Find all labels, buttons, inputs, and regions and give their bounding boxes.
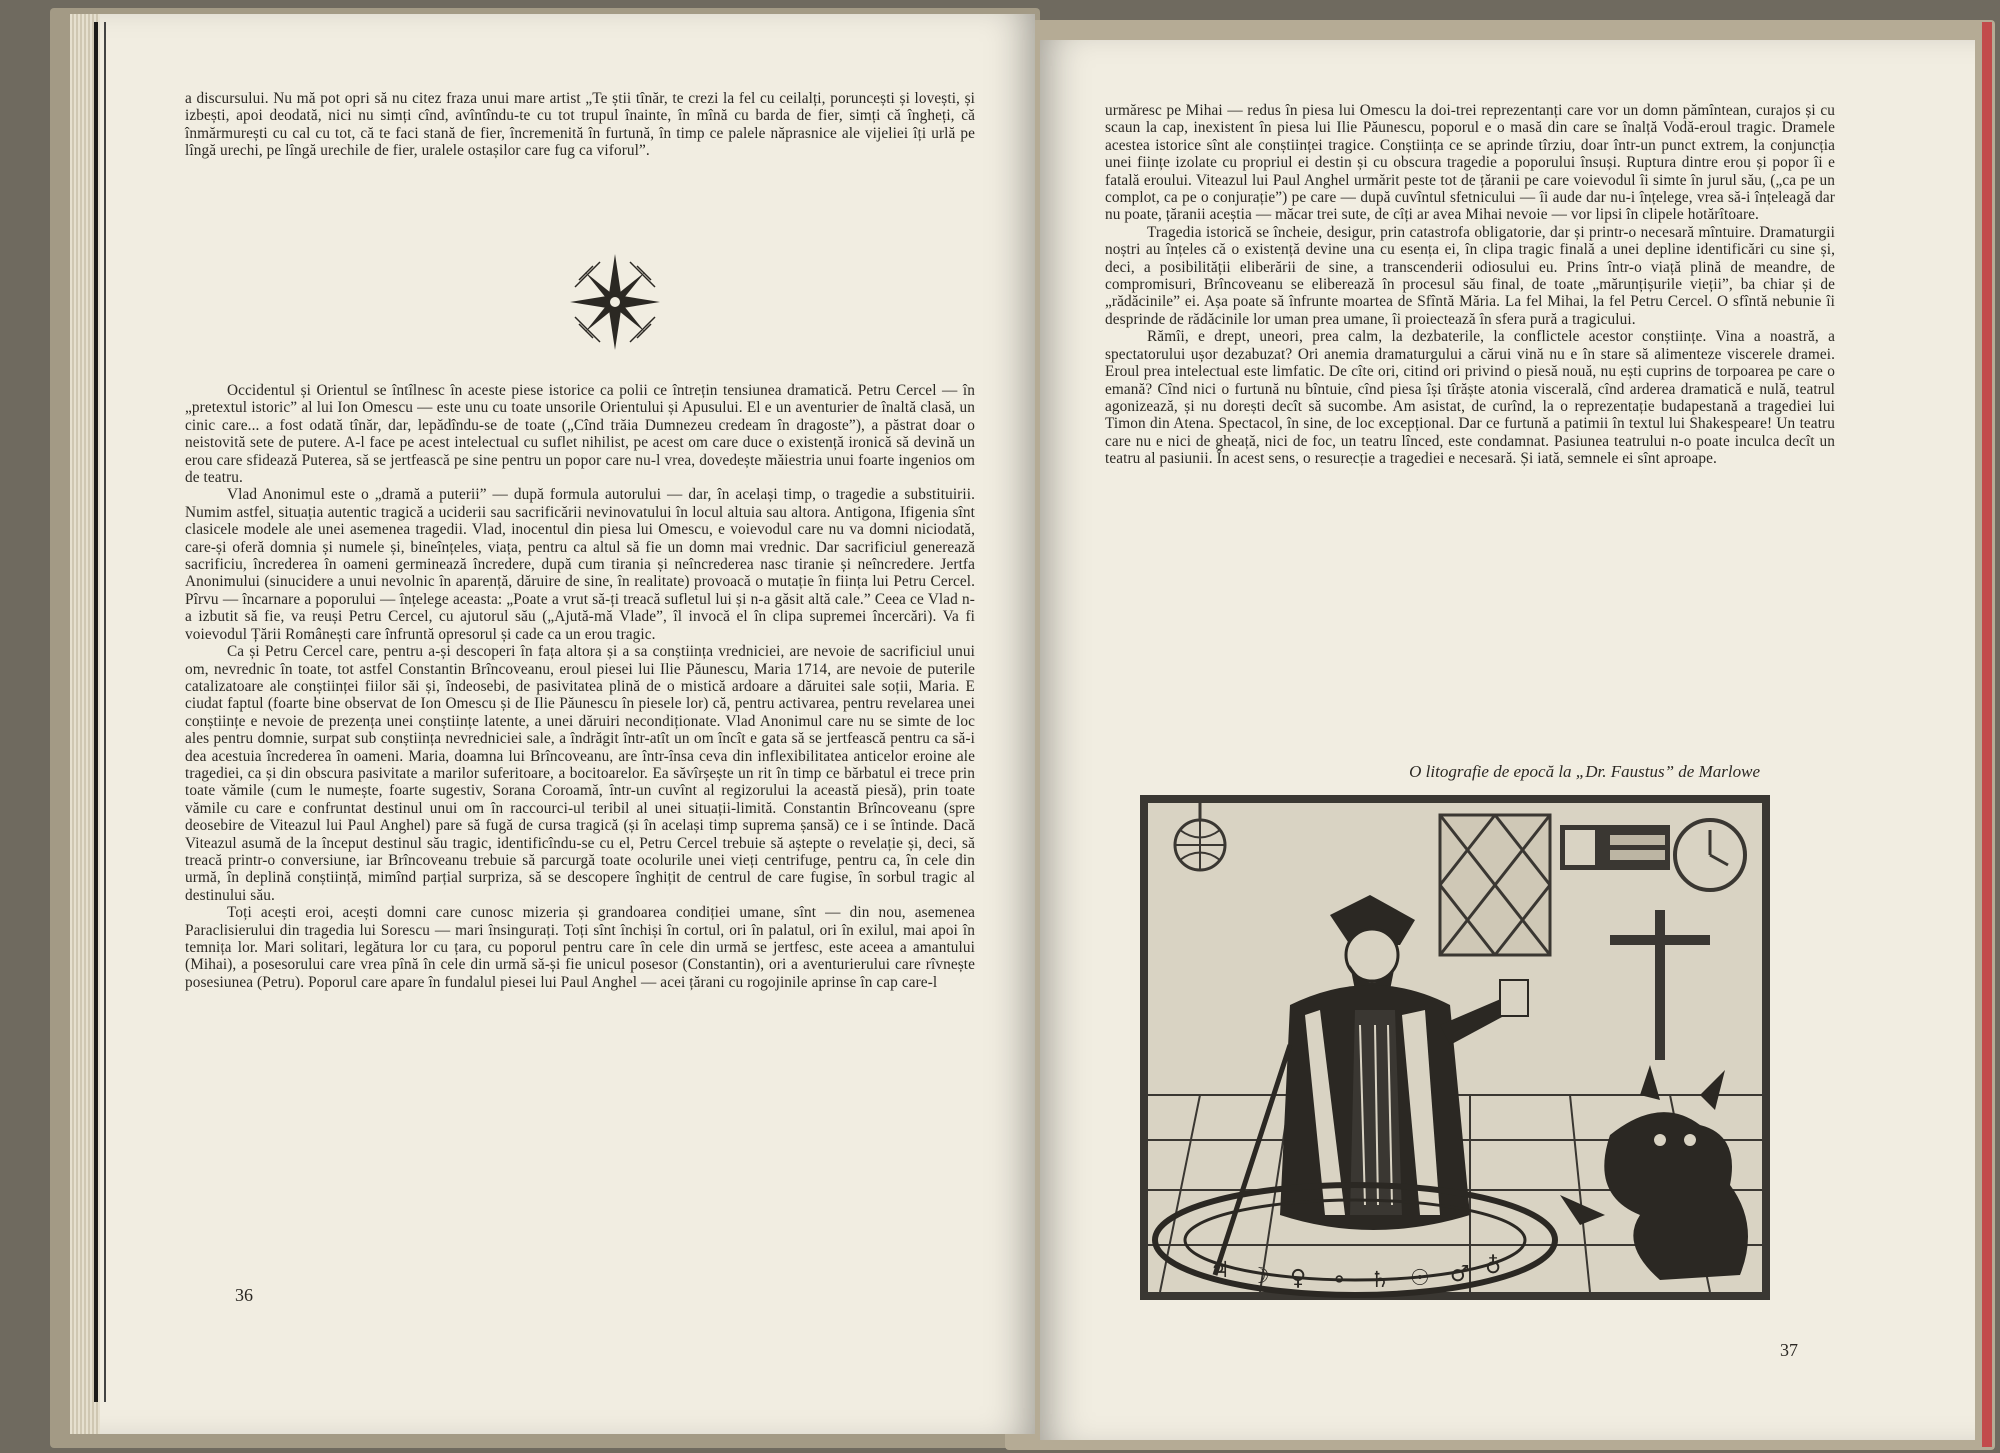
woodcut-glyph: ⚬: [1330, 1268, 1349, 1293]
woodcut-glyph: ♄: [1370, 1268, 1390, 1293]
faustus-woodcut-image: [1140, 795, 1770, 1300]
spine-line-inner: [104, 22, 106, 1402]
paragraph: Vlad Anonimul este o „dramă a puterii” — după formula autorului — dar, în același timp, o tragedie a substituirii. Numim astfel, situația autentic tragică a uciderii sau sacrificării nevinovatului în locul altuia sau altora. Antigona, Ifigenia sînt clasicele modele ale unei asemenea tragedii. Vlad, inocentul din piesa lui Omescu, e voievodul care nu va domni niciodată, care-și oferă domnia și numele și, bineînțeles, viața, pentru ca altul să fie un domn mai vrednic. Dar sacrificiul generează sacrificiu, încrederea în oameni germinează încredere, după cum tirania și neîncrederea nasc tiranie și neîncredere. Jertfa Anonimului (sinucidere a unui nevolnic în aparență, dăruire de sine, în realitate) provoacă o mutație în ființa lui Petru Cercel. Pîrvu — încarnare a poporului — înțelege aceasta: „Poate a vrut să-ți treacă sufletul lui și n-a găsit altă cale.” Ceea ce Vlad n-a izbutit să fie, va reuși Petru Cercel, cu ajutorul său („Ajută-mă Vlade”, îl invocă el în clipa supremei încercări). Va fi voievodul Țării Românești care înfruntă opresorul și cade ca un erou tragic.: [185, 486, 975, 643]
compass-rose-ornament-icon: [565, 250, 665, 355]
left-top-text: [185, 90, 975, 160]
woodcut-glyph: ♂: [1450, 1262, 1470, 1287]
paragraph: Tragedia istorică se încheie, desigur, prin catastrofa obligatorie, dar și printr-o necesară mîntuire. Dramaturgii noștri au înțeles că o existență devine una cu esența ei, în clipa tragic finală a unei depline identificări cu sine și, deci, a posibilității eliberării de sine, a transcenderii odiosului eu. Prins într-o viață plină de meandre, de compromisuri, Brîncoveanu se eliberează în procesul său final, de toate „mărunțișurile vieții”, ba chiar și de „rădăcinile” ei. Așa poate să înfrunte moartea de Sfîntă Măria. La fel Mihai, la fel Petru Cercel. O sfîntă nebunie îi desprinde de rădăcinile lor uman prea umane, îi proiectează în sfera pură a tragicului.: [1105, 223, 1835, 328]
page-number-right: 37: [1780, 1340, 1798, 1360]
woodcut-glyph: ♃: [1210, 1258, 1230, 1283]
woodcut-glyph: ☉: [1410, 1266, 1430, 1291]
right-main-text: [1105, 102, 1835, 468]
paragraph: Rămîi, e drept, uneori, prea calm, la dezbaterile, la conflictele acestor conștiințe. Vina a noastră, a spectatorului ușor dezabuzat? Ori anemia dramaturgului a cărui vină nu e în stare să alimenteze viscerele dramei. Eroul prea intelectual este limfatic. De cîte ori, citind ori privind o piesă nouă, nu ești cuprins de torpoarea pe care o emană? Cînd nici o furtună nu bîntuie, cînd piesa își tîrăște atonia viscerală, cînd arderea dramatică e nulă, teatrul agonizează, și nu dorești decît să sucombe. Am asistat, de curînd, la o reprezentație budapestană a tragediei lui Timon din Atena. Spectacol, în sine, de loc excepțional. Dar ce furtună a patimii în textul lui Shakespeare! Un teatru care nu e nici de gheață, nici de foc, un teatru lînced, este condamnat. Pasiunea teatrului n-o poate inculca decît un teatru al pasiunii. În acest sens, o resurecție a tragediei e necesară. Și iată, semnele ei sînt aproape.: [1105, 328, 1835, 468]
paragraph: a discursului. Nu mă pot opri să nu citez fraza unui mare artist „Te știi tînăr, te crezi la fel cu ceilalți, poruncești și lovești, și izbești, apoi deodată, nici nu simți cînd, avîntîndu-te cu tot trupul înainte, în mînă cu barda de fier, simți că îngheți, că înmărmurești cu cal cu tot, că te faci stană de fier, încremenită în furtună, în timp ce palele năprasnice ale vijeliei îți urlă pe lîngă urechi, pe lîngă urechile de fier, uralele ostașilor care fug ca viforul”.: [185, 90, 975, 160]
page-number-left: 36: [235, 1285, 253, 1305]
figure-caption: O litografie de epocă la „Dr. Faustus” de Marlowe: [1409, 762, 1760, 781]
book-cover-edge: [1982, 22, 1992, 1447]
paragraph: Ca și Petru Cercel care, pentru a-și descoperi în fața altora și a sa conștiința vredniciei, are nevoie de sacrificiul unui om, nevrednic în toate, tot astfel Constantin Brîncoveanu, eroul piesei lui Ilie Păunescu, Maria 1714, are nevoie de puterile catalizatoare ale conștiinței fiilor săi și, îndeosebi, de pasivitatea plină de o mistică ardoare a dăruitei sale soții, Maria. E ciudat faptul (foarte bine observat de Ion Omescu și de Ilie Păunescu în piesele lor) că, pentru activarea, pentru revelarea unei conștiințe e nevoie de prezența unei conștiințe latente, a unei dăruiri necondiționate. Vlad Anonimul care nu se simte de loc ales pentru domnie, surpat sub conștiința nevredniciei sale, a îndrăgit într-atît un om încît e gata să se jertfească pentru ca să-i dea acestuia încrederea în oameni. Maria, doamna lui Brîncoveanu, are într-însa ceva din inflexibilitatea anticelor eroine ale tragediei, ca și din obscura pasivitate a marilor suferitoare, a bocitoarelor. Ea săvîrșește un rit în timp ce bărbatul ei trece prin toate vămile (cum le numește, foarte sugestiv, Sorana Coroamă, într-un cuvînt al regizorului la această piesă), prin toate vămile cu care e confruntat destinul unui om în raccourci-ul teribil al unei situații-limită. Constantin Brîncoveanu (spre deosebire de Viteazul lui Paul Anghel) pare să fugă de cursa tragică (și în același timp suprema șansă) ce i se întinde. Dacă Viteazul asumă de la început destinul său tragic, identificîndu-se cu el, Petru Cercel trebuie să aștepte o revelație și, deci, să treacă printr-o conversiune, iar Brîncoveanu trebuie să parcurgă toate ocolurile unei vieți centrifuge, pentru ca, în cele din urmă, în deplină conștiință, mimînd parțial surpriza, să se descopere înghițit de centrul de care fugise, în sorbul tragic al destinului său.: [185, 643, 975, 904]
paragraph: Toți acești eroi, acești domni care cunosc mizeria și grandoarea condiției umane, sînt — din nou, asemenea Paraclisierului din tragedia lui Sorescu — mari însingurați. Toți sînt închiși în cortul, ori în palatul, ori în exilul, mai apoi în temnița lor. Mari solitari, legătura lor cu țara, cu poporul pentru care în cele din urmă se jertfesc, este aceea a amantului (Mihai), a posesorului care vrea pînă în cele din urmă să-și fie unicul posesor (Constantin), ori a aventurierului care rîvnește posesiunea (Petru). Poporul care apare în fundalul piesei lui Paul Anghel — acei țărani cu rogojinile aprinse în cap care-l: [185, 904, 975, 991]
left-main-text: [185, 382, 975, 991]
woodcut-glyph: ♀: [1290, 1266, 1307, 1291]
paragraph: Occidentul și Orientul se întîlnesc în aceste piese istorice ca polii ce întrețin tensiunea dramatică. Petru Cercel — în „pretextul istoric” al lui Ion Omescu — este unu cu toate unsorile Orientului și Apusului. El e un aventurier de înaltă clasă, un cinic care... a fost odată tînăr, dar, lepădîndu-se de toate („Cînd trăia Dumnezeu credeam în dragoste”), a păstrat doar o neistovită sete de putere. A-l face pe acest intelectual cu suflet nihilist, pe acest om care duce o existență ironică să devină un erou care sfidează Puterea, să se jertfească pe sine pentru un popor care nu-l vrea, dovedește măiestria unui foarte ingenios om de teatru.: [185, 382, 975, 487]
woodcut-glyph: ♁: [1485, 1254, 1502, 1279]
paragraph: urmăresc pe Mihai — redus în piesa lui Omescu la doi-trei reprezentanți care vor un domn pămîntean, curajos și cu scaun la cap, inexistent în piesa lui Ilie Păunescu, poporul e o masă din care se înalță Vodă-eroul tragic. Dramele acestea istorice sînt ale conștiinței tragice. Conștiința ce se aprinde tîrziu, doar într-un punct extrem, la conjuncția unei ființe izolate cu propriul ei destin și cu obscura tragedie a poporului însuși. Ruptura dintre erou și popor îi e fatală eroului. Viteazul lui Paul Anghel urmărit peste tot de țăranii pe care voievodul îi simte în jurul său, („ca pe un complot, ca pe o conjurație”) pe care — după cuvîntul sfetnicului — îi aude dar nu-i înțelege, vrea să-i înțeleagă dar nu poate, țăranii aceștia — măcar trei sute, de cîți ar avea Mihai nevoie — vor lipsi în clipele hotărîtoare.: [1105, 102, 1835, 224]
woodcut-glyph: ☽: [1250, 1264, 1270, 1289]
spine-line: [94, 22, 98, 1402]
